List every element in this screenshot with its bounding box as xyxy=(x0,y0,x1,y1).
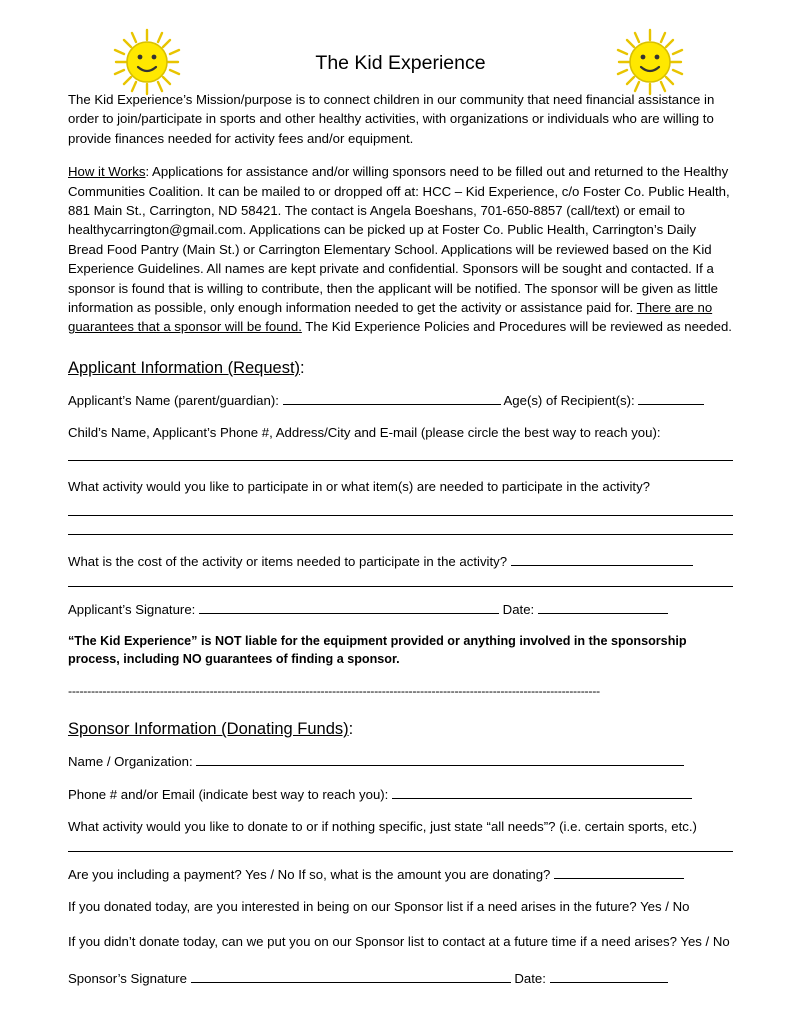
sun-smiley-icon xyxy=(110,28,184,96)
applicant-signature-input[interactable] xyxy=(199,599,499,614)
sponsor-section-title-colon: : xyxy=(348,720,354,739)
sponsor-phone-row xyxy=(68,784,733,805)
applicant-signature-label: Applicant’s Signature: xyxy=(68,602,196,618)
mission-paragraph: The Kid Experience’s Mission/purpose is to connect children in our community that need financial assistance in order to join/participate in sports and other healthy activities, with organizations or individuals who are willing to provide finances needed for activity fees and/or equipment. xyxy=(68,92,715,146)
how-it-works-label: How it Works xyxy=(68,164,146,180)
sponsor-signature-input[interactable] xyxy=(191,968,511,983)
sponsor-donate-prompt: What activity would you like to donate to or if nothing specific, just state “all needs”? (i.e. certain sports, etc.) xyxy=(68,818,697,834)
sponsor-signature-label: Sponsor’s Signature xyxy=(68,971,188,987)
applicant-ages-input[interactable] xyxy=(638,390,704,405)
how-it-works-tail: The Kid Experience Policies and Procedures will be reviewed as needed. xyxy=(301,319,732,335)
applicant-date-label: Date: xyxy=(502,602,535,618)
sponsor-date-label: Date: xyxy=(514,971,546,987)
applicant-cost-row xyxy=(68,551,733,572)
document-content xyxy=(68,28,733,1001)
how-it-works-body: : Applications for assistance and/or willing sponsors need to be filled out and returned to the Healthy Communities Coalition. It can be mailed to or dropped off at: HCC – Kid Experience, c/o Foster Co. Public Health, 881 Main St., Carrington, ND 58421. The contact is Angela Boeshans, 701-650-8857 (call/text) or email to healthycarrington@gmail.com. Applications can be picked up at Foster Co. Public Health, Carrington’s Daily Bread Food Pantry (Main St.) or Carrington Elementary School. Applications will be reviewed based on the Kid Experience Guidelines. All names are kept private and confidential. Sponsors will be sought and contacted. If a sponsor is found that is willing to contribute, then the applicant will be notified. The sponsor will be given as little information as possible, only enough information needed to get the activity or assistance paid for. xyxy=(68,164,730,316)
sponsor-payment-row xyxy=(68,864,733,885)
sponsor-section-title-text: Sponsor Information (Donating Funds) xyxy=(68,720,349,739)
section-separator: ------------------------------------------------------------------------------------------------------------------------------------------- xyxy=(68,684,600,699)
sponsor-date-input[interactable] xyxy=(550,968,668,983)
sponsor-no-donate-question[interactable]: If you didn’t donate today, can we put you on our Sponsor list to contact at a future time if a need arises? Yes / No xyxy=(68,934,730,950)
sponsor-payment-label: Are you including a payment? Yes / No If so, what is the amount you are donating? xyxy=(68,866,551,882)
sponsor-phone-input[interactable] xyxy=(392,784,692,799)
sponsor-phone-label: Phone # and/or Email (indicate best way to reach you): xyxy=(68,787,389,803)
sponsor-name-label: Name / Organization: xyxy=(68,754,193,770)
how-it-works-paragraph xyxy=(68,162,733,337)
sponsor-name-input[interactable] xyxy=(196,751,684,766)
no-guarantee-text: There are no guarantees that a sponsor will be found. xyxy=(68,300,713,335)
applicant-cost-input-line-2[interactable] xyxy=(68,586,733,587)
applicant-section-title-colon: : xyxy=(300,358,305,377)
applicant-cost-input[interactable] xyxy=(511,551,693,566)
applicant-name-input[interactable] xyxy=(283,390,501,405)
applicant-contact-prompt: Child’s Name, Applicant’s Phone #, Address/City and E-mail (please circle the best way to reach you): xyxy=(68,424,661,440)
applicant-date-input[interactable] xyxy=(538,599,668,614)
applicant-ages-label: Age(s) of Recipient(s): xyxy=(503,392,635,408)
sponsor-future-list-question[interactable]: If you donated today, are you interested in being on our Sponsor list if a need arises in the future? Yes / No xyxy=(68,898,690,914)
sponsor-payment-amount-input[interactable] xyxy=(554,864,684,879)
applicant-activity-input-line-2[interactable] xyxy=(68,534,733,535)
sponsor-name-row xyxy=(68,751,733,772)
applicant-activity-input-line-1[interactable] xyxy=(68,515,733,516)
document-header xyxy=(68,28,733,90)
applicant-contact-input[interactable] xyxy=(68,460,733,461)
sponsor-section-title xyxy=(68,720,733,739)
liability-note: “The Kid Experience” is NOT liable for the equipment provided or anything involved in the sponsorship process, including NO guarantees of finding a sponsor. xyxy=(68,633,687,667)
applicant-cost-label: What is the cost of the activity or items needed to participate in the activity? xyxy=(68,554,508,570)
sponsor-donate-input[interactable] xyxy=(68,851,733,852)
applicant-section-title-text: Applicant Information (Request) xyxy=(68,358,301,377)
applicant-signature-row xyxy=(68,599,733,620)
sun-smiley-icon xyxy=(613,28,687,96)
applicant-section-title xyxy=(68,359,733,378)
applicant-activity-prompt: What activity would you like to participate in or what item(s) are needed to participate in the activity? xyxy=(68,479,650,495)
page-title: The Kid Experience xyxy=(315,52,486,74)
applicant-name-label: Applicant’s Name (parent/guardian): xyxy=(68,392,279,408)
applicant-name-row xyxy=(68,390,733,411)
sponsor-signature-row xyxy=(68,968,733,989)
